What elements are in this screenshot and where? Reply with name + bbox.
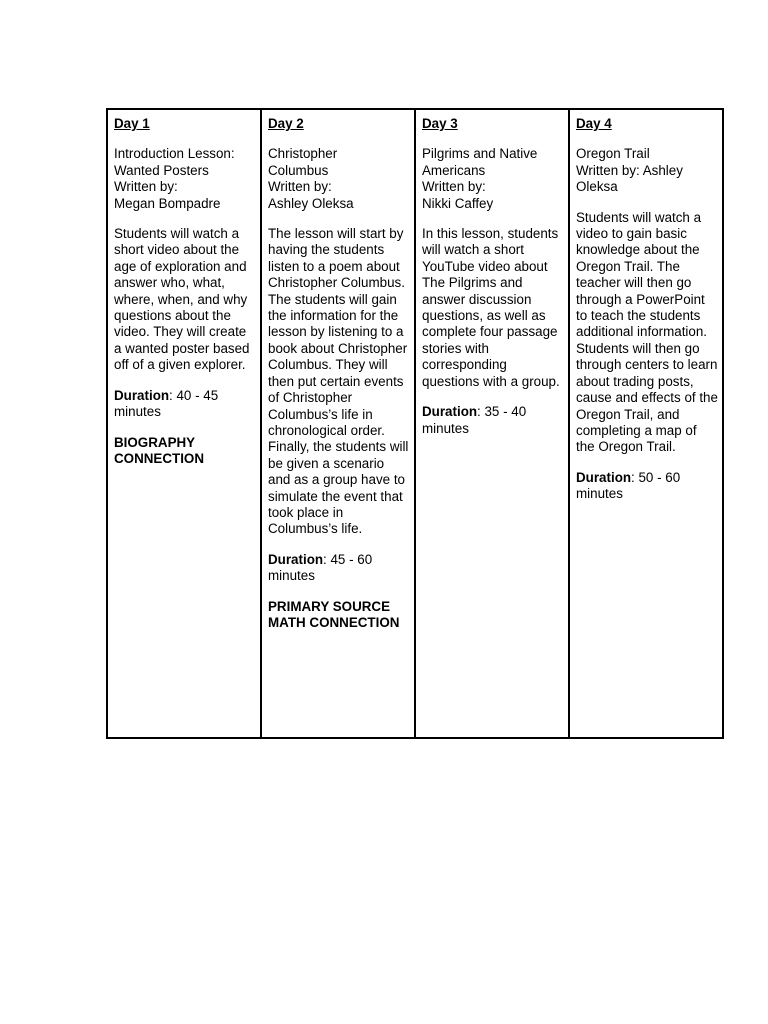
duration-value: : 35 - 40 minutes <box>422 404 527 436</box>
day-2-connection: PRIMARY SOURCE MATH CONNECTION <box>268 598 400 630</box>
duration-value: : 50 - 60 minutes <box>576 469 681 502</box>
duration-label: Duration <box>268 551 324 567</box>
day-4-title-line: Oleksa <box>576 179 618 195</box>
day-2-heading: Day 2 <box>268 116 304 131</box>
day-3-title-line: Americans <box>422 162 486 178</box>
table-row <box>107 109 723 738</box>
day-1-heading: Day 1 <box>114 116 150 131</box>
day-1-connection: BIOGRAPHY CONNECTION <box>114 434 205 466</box>
day-4-heading: Day 4 <box>576 116 612 131</box>
day-1-title-line: Introduction Lesson: <box>114 146 235 162</box>
duration-label: Duration <box>114 387 170 403</box>
day-1-description: Students will watch a short video about the age of exploration and answer who, what, where, when, and why questions about the video. They will create a wanted poster based off of a given explorer. <box>114 226 250 373</box>
day-3-title-line: Nikki Caffey <box>422 195 494 211</box>
day-3-title <box>422 146 564 212</box>
day-2-title <box>268 146 410 212</box>
day-4-description: Students will watch a video to gain basic knowledge about the Oregon Trail. The teacher will then go through a PowerPoint to teach the students additional information. Students will then go through centers to learn about trading posts, cause and effects of the Oregon Trail, and completing a map of the Oregon Trail. <box>576 209 718 455</box>
day-4-title <box>576 146 718 195</box>
duration-value: : 40 - 45 minutes <box>114 387 219 420</box>
day-2-duration <box>268 552 410 585</box>
day-4-duration <box>576 470 718 503</box>
duration-label: Duration <box>576 469 632 485</box>
day-2-title-line: Columbus <box>268 162 329 178</box>
day-1-title-line: Megan Bompadre <box>114 195 221 211</box>
day-3-description: In this lesson, students will watch a short YouTube video about The Pilgrims and answer discussion questions, as well as complete four passage stories with corresponding questions with a group. <box>422 226 560 389</box>
day-2-title-line: Christopher <box>268 146 338 162</box>
day-2-description: The lesson will start by having the students listen to a poem about Christopher Columbus. The students will gain the information for the lesson by listening to a book about Christopher Columbus. They will then put certain events of Christopher Columbus’s life in chronological order. Finally, the students will be given a scenario and as a group have to simulate the event that took place in Columbus’s life. <box>268 226 409 537</box>
day-1-title-line: Written by: <box>114 179 178 195</box>
day-3-heading: Day 3 <box>422 116 458 131</box>
day-1-duration <box>114 388 256 421</box>
day-1-title-line: Wanted Posters <box>114 162 209 178</box>
day-2-cell <box>261 109 415 738</box>
duration-label: Duration <box>422 404 478 420</box>
day-4-cell <box>569 109 723 738</box>
day-1-title <box>114 146 256 212</box>
duration-value: : 45 - 60 minutes <box>268 551 373 584</box>
day-3-title-line: Written by: <box>422 179 486 195</box>
day-4-title-line: Oregon Trail <box>576 146 650 162</box>
day-2-title-line: Ashley Oleksa <box>268 195 354 211</box>
day-3-duration <box>422 404 564 437</box>
lesson-plan-table <box>106 108 724 739</box>
day-3-title-line: Pilgrims and Native <box>422 146 538 162</box>
day-2-title-line: Written by: <box>268 179 332 195</box>
day-3-cell <box>415 109 569 738</box>
day-1-cell <box>107 109 261 738</box>
day-4-title-line: Written by: Ashley <box>576 162 683 178</box>
